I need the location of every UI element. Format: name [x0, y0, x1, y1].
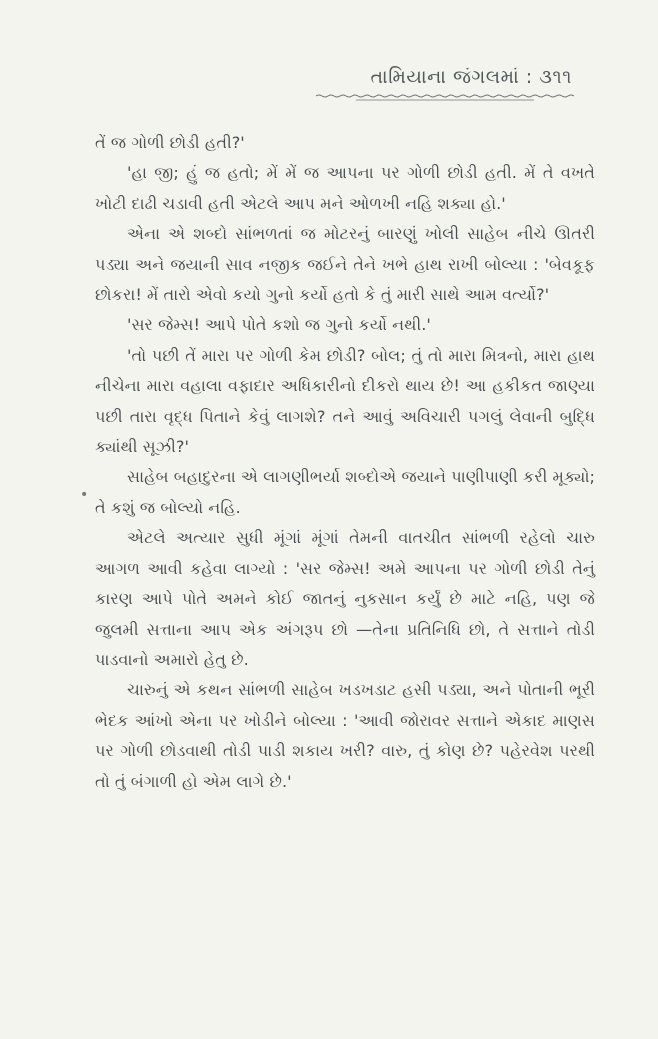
- running-head: તામિયાના જંગલમાં : ૩૧૧: [370, 66, 572, 88]
- paragraph: સાહેબ બહાદુરના એ લાગણીભર્યા શબ્દોએ જયાને પાણીપાણી કરી મૂક્યો; તે કશું જ બોલ્યો નહિ.: [95, 467, 595, 517]
- paragraph: ચારુનું એ કથન સાંભળી સાહેબ ખડખડાટ હસી પડ્યા, અને પોતાની ભૂરી ભેદક આંખો એના પર ખોડીને બોલ્યા : 'આવી જોરાવર સત્તાને એકાદ માણસ પર ગોળી છોડવાથી તોડી પાડી શકાય ખરી? વારુ, તું કોણ છે? પહેરવેશ પરથી તો તું બંગાળી હો એમ લાગે છે.': [95, 680, 595, 791]
- paragraph: એટલે અત્યાર સુધી મૂંગાં મૂંગાં તેમની વાતચીત સાંભળી રહેલો ચારુ આગળ આવી કહેવા લાગ્યો : 'સર જેમ્સ! અમે આપના પર ગોળી છોડી તેનું કારણ આપે પોતે અમને કોઈ જાતનું નુકસાન કર્યું છે માટે નહિ, પણ જે જુલમી સત્તાના આપ એક અંગરૂપ છો —તેના પ્રતિનિધિ છો, તે સત્તાને તોડી પાડવાનો અમારો હેતુ છે.: [95, 528, 595, 669]
- body-text: [95, 128, 595, 797]
- paragraph: 'સર જેમ્સ! આપે પોતે કશો જ ગુનો કર્યો નથી.': [127, 315, 431, 335]
- paragraph: એના એ શબ્દો સાંભળતાં જ મોટરનું બારણું ખોલી સાહેબ નીચે ઊતરી પડ્યા અને જયાની સાવ નજીક જઈને તેને ખભે હાથ રાખી બોલ્યા : 'બેવકૂફ છોકરા! મેં તારો એવો કયો ગુનો કર્યો હતો કે તું મારી સાથે આમ વર્ત્યો?': [95, 224, 595, 305]
- paragraph: 'તો પછી તેં મારા પર ગોળી કેમ છોડી? બોલ; તું તો મારા મિત્રનો, મારા હાથ નીચેના મારા વહાલા વફાદાર અધિકારીનો દીકરો થાય છે! આ હકીકત જાણ્યા પછી તારા વૃદ્ધ પિતાને કેવું લાગશે? તને આવું અવિચારી પગલું લેવાની બુદ્ધિ ક્યાંથી સૂઝી?': [95, 345, 595, 457]
- margin-dot: •: [80, 487, 89, 503]
- paragraph: તેં જ ગોળી છોડી હતી?': [95, 133, 245, 152]
- paragraph: 'હા જી; હું જ હતો; મેં મેં જ આપના પર ગોળી છોડી હતી. મેં તે વખતે ખોટી દાઢી ચડાવી હતી એટલે આપ મને ઓળખી નહિ શક્યા હો.': [95, 163, 595, 213]
- decorative-rule: [316, 94, 574, 102]
